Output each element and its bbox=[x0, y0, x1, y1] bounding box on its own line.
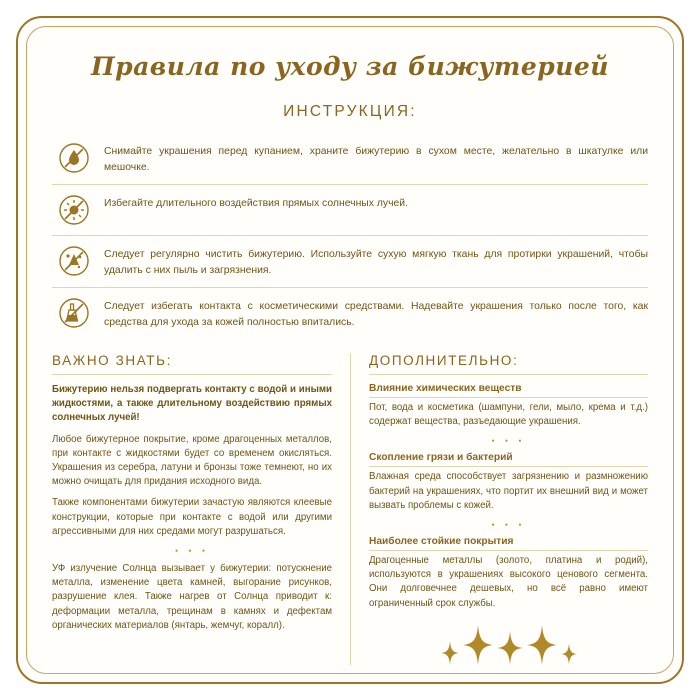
important-column bbox=[52, 353, 350, 665]
dot-divider: • • • bbox=[491, 520, 526, 531]
important-rule bbox=[52, 374, 332, 375]
lower-columns bbox=[52, 353, 648, 665]
no-sun-icon bbox=[58, 194, 90, 226]
additional-heading: ДОПОЛНИТЕЛЬНО: bbox=[369, 353, 519, 368]
dot-divider: • • • bbox=[491, 436, 526, 447]
instruction-text: Снимайте украшения перед купанием, храните бижутерию в сухом месте, желательно в шкатулке или мешочке. bbox=[104, 146, 648, 173]
additional-column bbox=[350, 353, 648, 665]
instructions-heading: ИНСТРУКЦИЯ: bbox=[283, 103, 417, 120]
sparkle-icon bbox=[527, 625, 557, 665]
instruction-text: Следует избегать контакта с косметическими средствами. Надевайте украшения только после того, как средства для ухода за кожей полностью впитались. bbox=[104, 301, 648, 328]
sparkle-icon bbox=[561, 643, 577, 665]
dot-divider: • • • bbox=[175, 546, 209, 557]
sparkle-decoration bbox=[369, 625, 648, 665]
instruction-text: Избегайте длительного воздействия прямых солнечных лучей. bbox=[104, 198, 408, 209]
important-heading: ВАЖНО ЗНАТЬ: bbox=[52, 353, 172, 368]
no-water-drop-icon bbox=[58, 142, 90, 174]
page-title: Правила по уходу за бижутерией bbox=[90, 52, 609, 81]
additional-text: Влажная среда способствует загрязнению и размножению бактерий на украшениях, что портит их внешний вид и может вызвать проблемы с кожей. bbox=[369, 471, 648, 511]
sparkle-icon bbox=[441, 641, 459, 665]
instructions-list bbox=[52, 133, 648, 339]
care-instructions-card bbox=[16, 16, 684, 684]
card-content bbox=[52, 42, 648, 664]
additional-subhead: Влияние химических веществ bbox=[369, 383, 648, 398]
important-last-paragraph: УФ излучение Солнца вызывает у бижутерии: потускнение металла, изменение цвета камней, выгорание рисунков, разрушение клея. Также нагрев от Солнца приводит к: деформации металла, трещинам в камнях и дефектам органических материалов (янтарь, жемчуг, коралл). bbox=[52, 563, 332, 631]
instruction-text: Следует регулярно чистить бижутерию. Используйте сухую мягкую ткань для протирки украшений, чтобы удалить с них пыль и загрязнения. bbox=[104, 249, 648, 276]
sparkle-icon bbox=[497, 631, 523, 665]
additional-subhead: Наиболее стойкие покрытия bbox=[369, 536, 648, 551]
instruction-item bbox=[52, 185, 648, 236]
important-paragraph: Также компонентами бижутерии зачастую являются клеевые конструкции, которые при контакте с водой или другими агрессивными для них средами могут разрушаться. bbox=[52, 497, 332, 537]
instruction-item bbox=[52, 236, 648, 288]
additional-text: Драгоценные металлы (золото, платина и родий), используются в украшениях высокого ценового сегмента. Они долговечнее дешевых, но всё равно имеют ограниченный срок службы. bbox=[369, 555, 648, 609]
instruction-item bbox=[52, 288, 648, 339]
sparkle-icon bbox=[463, 625, 493, 665]
additional-subhead: Скопление грязи и бактерий bbox=[369, 452, 648, 467]
no-cosmetics-icon bbox=[58, 297, 90, 329]
no-dust-cloth-icon bbox=[58, 245, 90, 277]
additional-rule bbox=[369, 374, 648, 375]
instruction-item bbox=[52, 133, 648, 185]
important-paragraph: Любое бижутерное покрытие, кроме драгоценных металлов, при контакте с жидкостями будет со временем окисляться. Украшения из серебра, латуни и бронзы тоже темнеют, но их можно очищать для придания исходного вида. bbox=[52, 433, 332, 488]
important-lead: Бижутерию нельзя подвергать контакту с водой и иными жидкостями, а также длительному воздействию прямых солнечных лучей! bbox=[52, 384, 332, 424]
additional-text: Пот, вода и косметика (шампуни, гели, мыло, крема и т.д.) содержат вещества, разъедающие украшения. bbox=[369, 402, 648, 428]
